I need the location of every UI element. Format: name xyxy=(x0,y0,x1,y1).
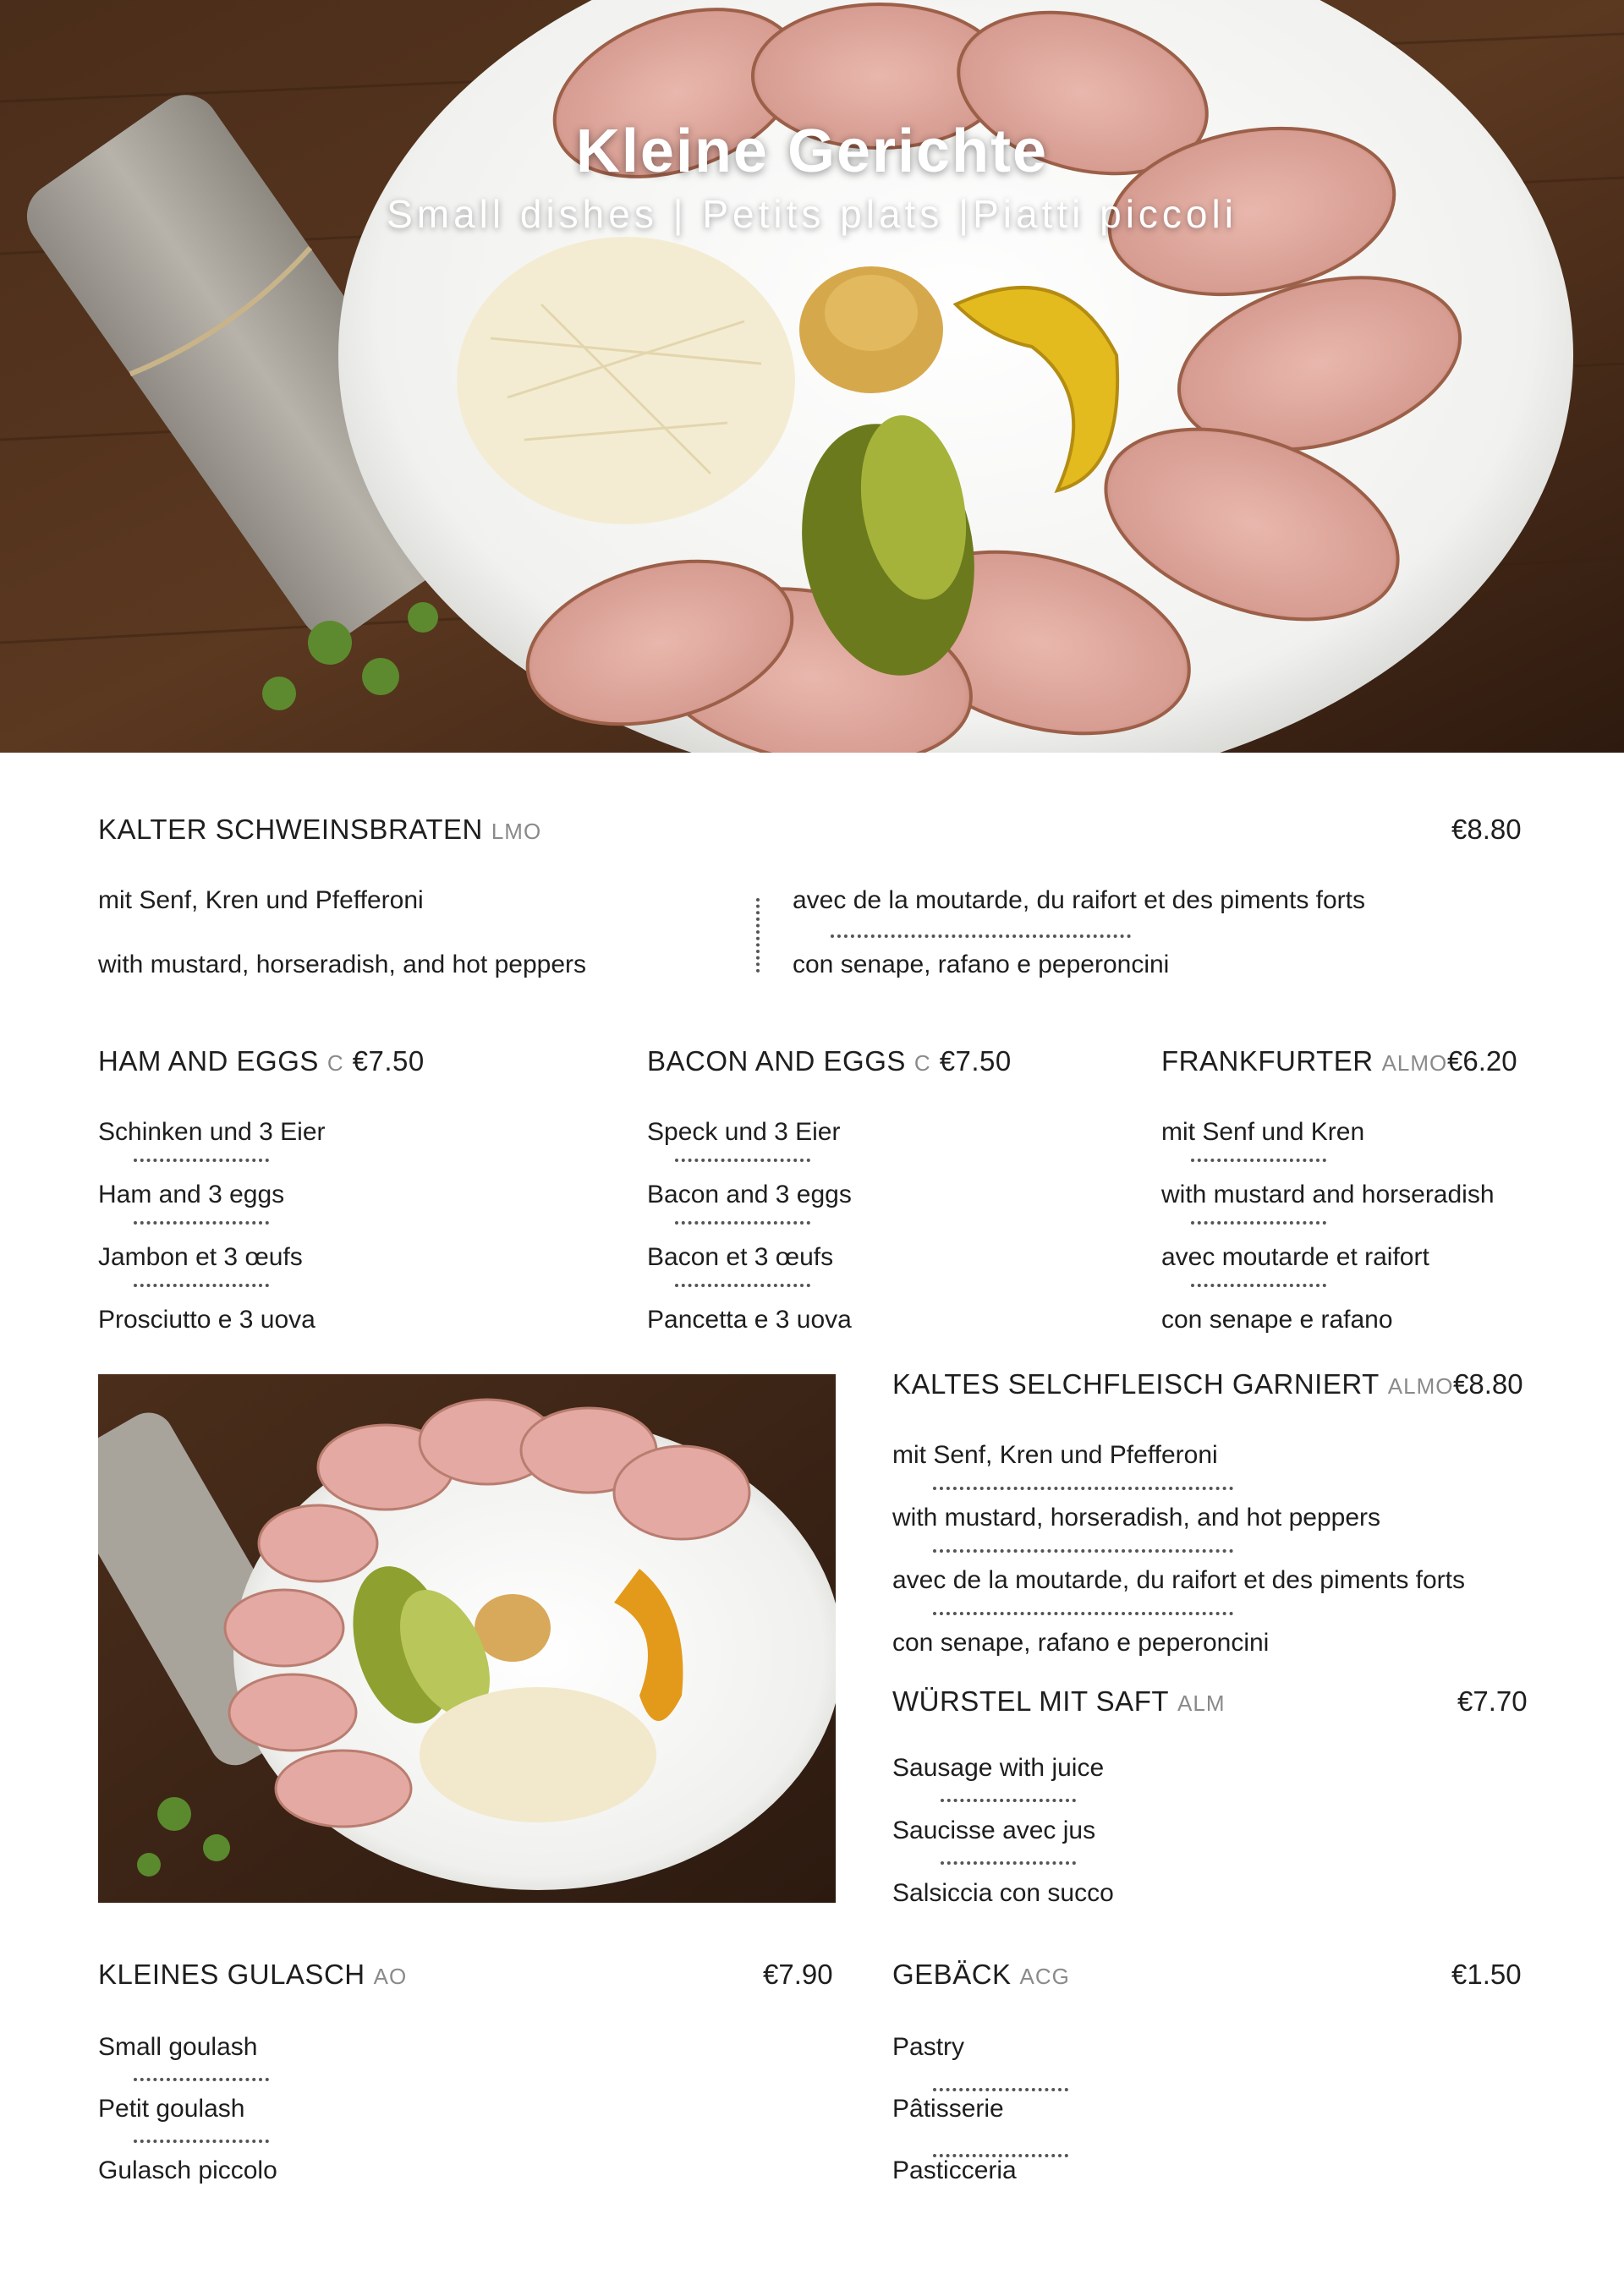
item-name: HAM AND EGGS xyxy=(98,1045,319,1077)
item-name: GEBÄCK xyxy=(892,1959,1012,1990)
item-name: FRANKFURTER xyxy=(1161,1045,1374,1077)
desc-en: with mustard, horseradish, and hot peppers xyxy=(98,951,586,978)
item-title-gebaeck xyxy=(892,1959,1070,1991)
divider-dotted xyxy=(1191,1159,1326,1162)
allergen-codes: ALMO xyxy=(1387,1373,1454,1399)
item-price-kalter: €8.80 xyxy=(1451,814,1522,845)
desc-fr: avec de la moutarde, du raifort et des piments forts xyxy=(892,1566,1466,1594)
divider-dotted xyxy=(941,1861,1076,1865)
allergen-codes: ALM xyxy=(1177,1690,1226,1716)
desc-de: Speck und 3 Eier xyxy=(647,1118,841,1146)
item-title-bacon xyxy=(647,1045,1012,1077)
desc-en: with mustard and horseradish xyxy=(1161,1181,1495,1208)
desc-de: mit Senf, Kren und Pfefferoni xyxy=(892,1441,1218,1469)
divider-dotted xyxy=(675,1221,810,1225)
desc-it: con senape, rafano e peperoncini xyxy=(892,1629,1270,1657)
desc-de: mit Senf, Kren und Pfefferoni xyxy=(98,886,424,914)
divider-dotted xyxy=(831,934,1131,938)
item-price-frankfurter: €6.20 xyxy=(1447,1045,1517,1077)
divider-dotted xyxy=(933,2088,1068,2091)
desc-fr: avec de la moutarde, du raifort et des piments forts xyxy=(793,886,1366,914)
desc-de: mit Senf und Kren xyxy=(1161,1118,1365,1146)
desc-de: Schinken und 3 Eier xyxy=(98,1118,326,1146)
cold-roast-platter-image xyxy=(0,0,1624,753)
item-price-ham: €7.50 xyxy=(352,1045,425,1077)
allergen-codes: LMO xyxy=(491,819,542,844)
desc-en: Ham and 3 eggs xyxy=(98,1181,285,1208)
desc-it: con senape e rafano xyxy=(1161,1306,1393,1334)
item-title-selchfleisch xyxy=(892,1368,1453,1400)
divider-dotted xyxy=(933,1549,1233,1553)
desc-fr: Saucisse avec jus xyxy=(892,1817,1096,1844)
item-price-gulasch: €7.90 xyxy=(763,1959,833,1990)
divider-dotted xyxy=(1191,1221,1326,1225)
desc-en: Sausage with juice xyxy=(892,1754,1105,1782)
page-subtitle: Small dishes | Petits plats |Piatti piccoli xyxy=(387,192,1237,236)
desc-fr: Petit goulash xyxy=(98,2095,245,2123)
divider-dotted xyxy=(675,1159,810,1162)
desc-fr: avec moutarde et raifort xyxy=(1161,1243,1429,1271)
desc-it: Pancetta e 3 uova xyxy=(647,1306,852,1334)
item-title-gulasch xyxy=(98,1959,407,1991)
item-name: BACON AND EGGS xyxy=(647,1045,906,1077)
divider-dotted xyxy=(1191,1284,1326,1287)
desc-en: Bacon and 3 eggs xyxy=(647,1181,852,1208)
divider-dotted xyxy=(134,2140,269,2143)
allergen-codes: AO xyxy=(373,1964,408,1989)
item-title-wuerstel xyxy=(892,1685,1225,1718)
divider-dotted xyxy=(134,2078,269,2081)
divider-dotted xyxy=(933,1612,1233,1615)
item-name: KALTER SCHWEINSBRATEN xyxy=(98,814,483,845)
item-price-bacon: €7.50 xyxy=(939,1045,1012,1077)
item-name: KALTES SELCHFLEISCH GARNIERT xyxy=(892,1368,1380,1400)
item-title-kalter xyxy=(98,814,541,846)
allergen-codes: ACG xyxy=(1019,1964,1070,1989)
item-price-gebaeck: €1.50 xyxy=(1451,1959,1522,1990)
item-name: WÜRSTEL MIT SAFT xyxy=(892,1685,1170,1717)
desc-it: Gulasch piccolo xyxy=(98,2156,277,2184)
item-name: KLEINES GULASCH xyxy=(98,1959,365,1990)
divider-vertical xyxy=(756,898,760,973)
item-title-ham xyxy=(98,1045,425,1077)
desc-it: Pasticceria xyxy=(892,2156,1017,2184)
desc-it: Prosciutto e 3 uova xyxy=(98,1306,315,1334)
desc-it: Salsiccia con succo xyxy=(892,1879,1114,1907)
hero-photo xyxy=(0,0,1624,753)
allergen-codes: C xyxy=(326,1050,344,1076)
divider-dotted xyxy=(134,1221,269,1225)
divider-dotted xyxy=(134,1159,269,1162)
desc-it: con senape, rafano e peperoncini xyxy=(793,951,1170,978)
desc-fr: Bacon et 3 œufs xyxy=(647,1243,834,1271)
page-title: Kleine Gerichte xyxy=(575,118,1049,185)
item-price-selchfleisch: €8.80 xyxy=(1453,1368,1523,1400)
smoked-meat-platter-image xyxy=(98,1374,836,1903)
desc-fr: Jambon et 3 œufs xyxy=(98,1243,303,1271)
divider-dotted xyxy=(933,1487,1233,1490)
desc-en: with mustard, horseradish, and hot peppers xyxy=(892,1504,1380,1532)
item-price-wuerstel: €7.70 xyxy=(1457,1685,1528,1717)
allergen-codes: C xyxy=(914,1050,931,1076)
divider-dotted xyxy=(941,1799,1076,1802)
allergen-codes: ALMO xyxy=(1381,1050,1448,1076)
divider-dotted xyxy=(675,1284,810,1287)
desc-en: Small goulash xyxy=(98,2033,258,2061)
item-title-frankfurter xyxy=(1161,1045,1447,1077)
desc-en: Pastry xyxy=(892,2033,965,2061)
divider-dotted xyxy=(134,1284,269,1287)
desc-fr: Pâtisserie xyxy=(892,2095,1004,2123)
